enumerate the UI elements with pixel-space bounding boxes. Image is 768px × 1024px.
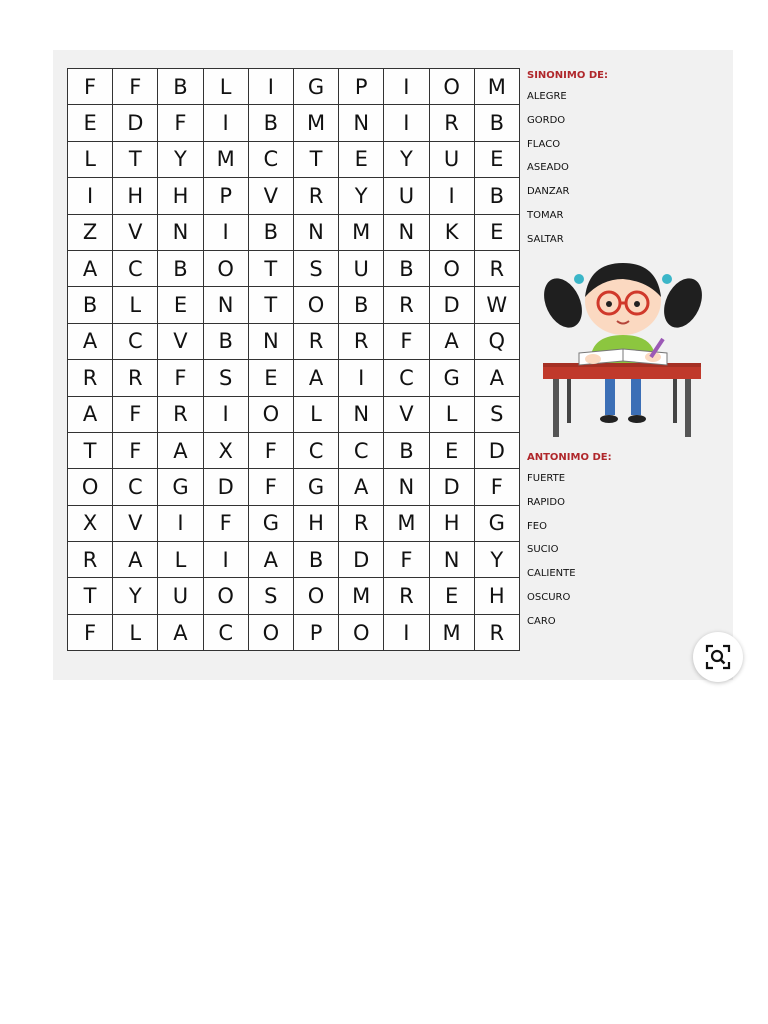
grid-cell: Y xyxy=(384,142,429,178)
grid-cell: M xyxy=(339,215,384,251)
grid-cell: E xyxy=(475,142,520,178)
grid-cell: Z xyxy=(68,215,113,251)
antonyms-heading: ANTONIMO DE: xyxy=(527,452,612,463)
grid-cell: O xyxy=(68,469,113,505)
grid-cell: N xyxy=(384,215,429,251)
grid-cell: G xyxy=(294,469,339,505)
grid-cell: H xyxy=(113,178,158,214)
grid-cell: E xyxy=(249,360,294,396)
grid-cell: A xyxy=(430,324,475,360)
grid-cell: C xyxy=(384,360,429,396)
grid-cell: R xyxy=(294,324,339,360)
grid-cell: S xyxy=(475,397,520,433)
zoom-search-icon xyxy=(705,644,731,670)
grid-cell: M xyxy=(475,69,520,105)
grid-cell: X xyxy=(204,433,249,469)
grid-cell: C xyxy=(204,615,249,651)
antonyms-list xyxy=(527,452,612,640)
word-search-grid xyxy=(67,68,520,651)
grid-cell: Y xyxy=(339,178,384,214)
grid-cell: D xyxy=(113,105,158,141)
grid-cell: T xyxy=(113,142,158,178)
grid-cell: P xyxy=(339,69,384,105)
grid-cell: S xyxy=(294,251,339,287)
grid-cell: U xyxy=(339,251,384,287)
antonym-word: RAPIDO xyxy=(527,496,565,508)
grid-cell: N xyxy=(384,469,429,505)
grid-cell: U xyxy=(430,142,475,178)
grid-cell: A xyxy=(339,469,384,505)
grid-cell: C xyxy=(249,142,294,178)
grid-cell: R xyxy=(384,287,429,323)
grid-cell: A xyxy=(68,397,113,433)
antonym-word: FEO xyxy=(527,520,547,532)
grid-cell: F xyxy=(68,615,113,651)
grid-cell: I xyxy=(384,69,429,105)
grid-cell: L xyxy=(68,142,113,178)
grid-cell: N xyxy=(339,397,384,433)
grid-cell: B xyxy=(384,433,429,469)
grid-cell: I xyxy=(68,178,113,214)
grid-cell: I xyxy=(384,105,429,141)
synonym-word: DANZAR xyxy=(527,186,570,198)
grid-cell: I xyxy=(339,360,384,396)
grid-cell: F xyxy=(204,506,249,542)
grid-cell: R xyxy=(113,360,158,396)
grid-cell: D xyxy=(475,433,520,469)
grid-cell: R xyxy=(158,397,203,433)
grid-cell: A xyxy=(158,615,203,651)
grid-cell: R xyxy=(339,324,384,360)
grid-cell: F xyxy=(384,324,429,360)
antonym-word: CARO xyxy=(527,615,556,627)
grid-cell: V xyxy=(384,397,429,433)
synonyms-heading: SINONIMO DE: xyxy=(527,70,608,81)
grid-cell: U xyxy=(158,578,203,614)
grid-cell: B xyxy=(158,69,203,105)
antonym-word: OSCURO xyxy=(527,591,571,603)
grid-cell: Y xyxy=(158,142,203,178)
grid-cell: H xyxy=(294,506,339,542)
grid-cell: R xyxy=(430,105,475,141)
grid-cell: B xyxy=(294,542,339,578)
grid-cell: G xyxy=(430,360,475,396)
grid-cell: R xyxy=(68,542,113,578)
antonym-word: FUERTE xyxy=(527,473,566,484)
grid-cell: N xyxy=(430,542,475,578)
grid-cell: N xyxy=(294,215,339,251)
grid-cell: A xyxy=(113,542,158,578)
grid-cell: E xyxy=(430,578,475,614)
grid-cell: I xyxy=(158,506,203,542)
grid-cell: L xyxy=(204,69,249,105)
grid-cell: N xyxy=(249,324,294,360)
grid-cell: N xyxy=(158,215,203,251)
worksheet xyxy=(53,50,733,680)
grid-cell: C xyxy=(294,433,339,469)
grid-cell: C xyxy=(113,324,158,360)
synonym-word: GORDO xyxy=(527,114,566,126)
grid-cell: G xyxy=(158,469,203,505)
synonym-word: SALTAR xyxy=(527,233,564,245)
grid-cell: F xyxy=(158,360,203,396)
synonym-word: ASEADO xyxy=(527,162,569,174)
grid-cell: B xyxy=(249,105,294,141)
grid-cell: O xyxy=(430,251,475,287)
grid-cell: B xyxy=(249,215,294,251)
grid-cell: E xyxy=(430,433,475,469)
grid-cell: A xyxy=(475,360,520,396)
grid-cell: H xyxy=(158,178,203,214)
grid-cell: U xyxy=(384,178,429,214)
grid-cell: V xyxy=(113,215,158,251)
grid-cell: D xyxy=(430,287,475,323)
grid-cell: A xyxy=(68,324,113,360)
synonyms-list xyxy=(527,70,608,258)
antonym-word: SUCIO xyxy=(527,544,559,556)
grid-cell: F xyxy=(384,542,429,578)
grid-cell: F xyxy=(475,469,520,505)
grid-cell: R xyxy=(68,360,113,396)
grid-cell: O xyxy=(249,615,294,651)
grid-cell: O xyxy=(204,251,249,287)
grid-cell: O xyxy=(339,615,384,651)
grid-cell: R xyxy=(294,178,339,214)
grid-cell: T xyxy=(68,433,113,469)
grid-cell: F xyxy=(249,433,294,469)
synonym-word: FLACO xyxy=(527,138,561,150)
grid-cell: T xyxy=(294,142,339,178)
grid-cell: B xyxy=(339,287,384,323)
grid-cell: M xyxy=(430,615,475,651)
grid-cell: M xyxy=(294,105,339,141)
grid-cell: V xyxy=(113,506,158,542)
synonym-word: TOMAR xyxy=(527,209,564,221)
zoom-search-button[interactable] xyxy=(693,632,743,682)
grid-cell: D xyxy=(339,542,384,578)
grid-cell: R xyxy=(475,251,520,287)
grid-cell: T xyxy=(68,578,113,614)
grid-cell: H xyxy=(430,506,475,542)
grid-cell: E xyxy=(158,287,203,323)
grid-cell: L xyxy=(158,542,203,578)
grid-cell: C xyxy=(113,469,158,505)
grid-cell: T xyxy=(249,287,294,323)
grid-cell: D xyxy=(204,469,249,505)
grid-cell: M xyxy=(339,578,384,614)
grid-cell: O xyxy=(294,578,339,614)
grid-cell: R xyxy=(475,615,520,651)
grid-cell: L xyxy=(113,615,158,651)
grid-cell: I xyxy=(384,615,429,651)
grid-cell: F xyxy=(249,469,294,505)
grid-cell: O xyxy=(294,287,339,323)
grid-cell: A xyxy=(68,251,113,287)
grid-cell: D xyxy=(430,469,475,505)
grid-cell: G xyxy=(249,506,294,542)
grid-cell: M xyxy=(204,142,249,178)
grid-cell: F xyxy=(113,69,158,105)
grid-cell: B xyxy=(475,105,520,141)
grid-cell: P xyxy=(204,178,249,214)
grid-cell: B xyxy=(475,178,520,214)
grid-cell: I xyxy=(204,397,249,433)
antonym-word: CALIENTE xyxy=(527,568,576,580)
grid-cell: F xyxy=(113,433,158,469)
grid-cell: Y xyxy=(475,542,520,578)
grid-cell: V xyxy=(158,324,203,360)
grid-cell: B xyxy=(384,251,429,287)
grid-cell: P xyxy=(294,615,339,651)
grid-cell: S xyxy=(249,578,294,614)
grid-cell: C xyxy=(113,251,158,287)
grid-cell: H xyxy=(475,578,520,614)
grid-cell: O xyxy=(249,397,294,433)
grid-cell: X xyxy=(68,506,113,542)
grid-cell: I xyxy=(249,69,294,105)
grid-cell: A xyxy=(158,433,203,469)
grid-cell: W xyxy=(475,287,520,323)
grid-cell: L xyxy=(113,287,158,323)
grid-cell: K xyxy=(430,215,475,251)
grid-cell: E xyxy=(339,142,384,178)
grid-cell: F xyxy=(158,105,203,141)
grid-cell: M xyxy=(384,506,429,542)
grid-cell: A xyxy=(249,542,294,578)
grid-cell: I xyxy=(430,178,475,214)
grid-cell: T xyxy=(249,251,294,287)
grid-cell: L xyxy=(294,397,339,433)
grid-cell: G xyxy=(475,506,520,542)
grid-cell: N xyxy=(339,105,384,141)
grid-cell: N xyxy=(204,287,249,323)
grid-cell: G xyxy=(294,69,339,105)
grid-cell: V xyxy=(249,178,294,214)
grid-cell: S xyxy=(204,360,249,396)
grid-cell: R xyxy=(384,578,429,614)
grid-cell: E xyxy=(68,105,113,141)
grid-cell: L xyxy=(430,397,475,433)
grid-cell: I xyxy=(204,105,249,141)
grid-cell: I xyxy=(204,215,249,251)
grid-cell: F xyxy=(113,397,158,433)
grid-cell: C xyxy=(339,433,384,469)
grid-cell: E xyxy=(475,215,520,251)
girl-at-desk-illustration xyxy=(539,255,707,440)
grid-cell: O xyxy=(204,578,249,614)
grid-cell: B xyxy=(158,251,203,287)
grid-cell: Y xyxy=(113,578,158,614)
grid-cell: Q xyxy=(475,324,520,360)
synonym-word: ALEGRE xyxy=(527,91,567,102)
grid-cell: A xyxy=(294,360,339,396)
grid-cell: I xyxy=(204,542,249,578)
grid-cell: B xyxy=(204,324,249,360)
grid-cell: R xyxy=(339,506,384,542)
grid-cell: B xyxy=(68,287,113,323)
grid-cell: F xyxy=(68,69,113,105)
grid-cell: O xyxy=(430,69,475,105)
